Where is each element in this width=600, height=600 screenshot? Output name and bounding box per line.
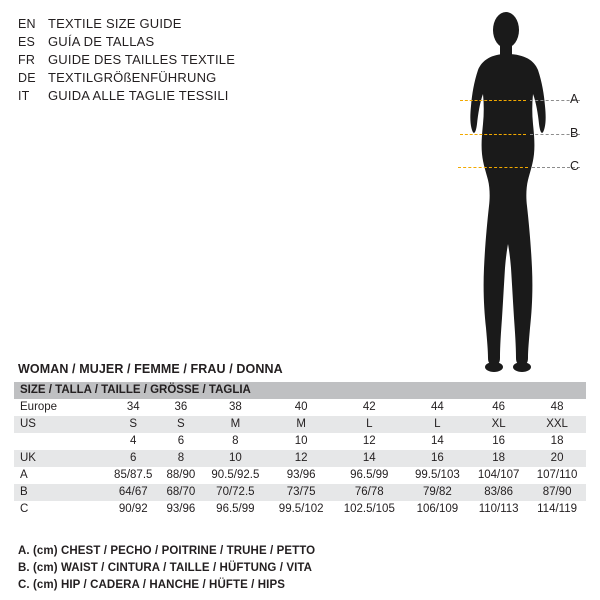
cell: 96.5/99: [216, 503, 255, 515]
language-row: [18, 34, 318, 52]
footnote-list: [18, 543, 578, 594]
female-body-figure: [430, 10, 590, 375]
cell: L: [366, 418, 373, 430]
cell: 10: [228, 452, 242, 464]
cell: S: [129, 418, 138, 430]
cell: 85/87.5: [114, 469, 153, 481]
footnote-b: B. (cm) WAIST / CINTURA / TAILLE / HÜFTUNG / VITA: [18, 562, 313, 574]
language-code: EN: [18, 17, 36, 31]
language-title: GUIDA ALLE TAGLIE TESSILI: [48, 88, 229, 103]
cell: 16: [492, 435, 506, 447]
cell: 73/75: [286, 486, 316, 498]
table-header-row: [14, 382, 586, 399]
language-code: IT: [18, 89, 30, 103]
cell: 83/86: [484, 486, 514, 498]
row-label: B: [20, 486, 28, 498]
cell: 6: [177, 435, 185, 447]
cell: 93/96: [166, 503, 196, 515]
cell: M: [296, 418, 306, 430]
cell: 18: [550, 435, 564, 447]
cell: 99.5/103: [414, 469, 460, 481]
cell: 18: [492, 452, 506, 464]
language-row: [18, 88, 318, 106]
language-code: DE: [18, 71, 36, 85]
cell: 8: [177, 452, 185, 464]
language-row: [18, 70, 318, 88]
marker-label-c: C: [570, 159, 580, 173]
cell: 36: [174, 401, 188, 413]
language-code: FR: [18, 53, 36, 67]
cell: 90/92: [118, 503, 148, 515]
cell: 70/72.5: [216, 486, 255, 498]
table-row: [14, 399, 586, 416]
cell: 87/90: [542, 486, 572, 498]
cell: 46: [492, 401, 506, 413]
cell: 38: [228, 401, 242, 413]
cell: 10: [294, 435, 308, 447]
row-label: UK: [20, 452, 36, 464]
marker-label-a: A: [570, 92, 579, 106]
language-title: GUÍA DE TALLAS: [48, 34, 155, 49]
cell: 8: [232, 435, 239, 447]
cell: 93/96: [286, 469, 316, 481]
cell: 14: [430, 435, 444, 447]
cell: 12: [362, 435, 376, 447]
language-title: TEXTILGRÖßENFÜHRUNG: [48, 70, 217, 85]
cell: 79/82: [422, 486, 452, 498]
table-row: [14, 501, 586, 518]
cell: 102.5/105: [343, 503, 395, 515]
cell: 42: [362, 401, 376, 413]
cell: 4: [130, 435, 137, 447]
cell: 110/113: [478, 503, 519, 515]
section-title: WOMAN / MUJER / FEMME / FRAU / DONNA: [18, 362, 283, 376]
cell: 6: [130, 452, 137, 464]
cell: 14: [362, 452, 376, 464]
cell: 88/90: [166, 469, 196, 481]
cell: 104/107: [477, 469, 520, 481]
cell: 114/119: [537, 503, 578, 515]
cell: 34: [126, 401, 140, 413]
cell: 40: [294, 401, 308, 413]
cell: 16: [430, 452, 444, 464]
waist-measure-line: [460, 134, 526, 135]
cell: 90.5/92.5: [211, 469, 260, 481]
row-label: C: [20, 503, 29, 515]
cell: 76/78: [354, 486, 384, 498]
table-row: [14, 416, 586, 433]
cell: 20: [550, 452, 564, 464]
table-row: [14, 467, 586, 484]
language-row: [18, 16, 318, 34]
chest-measure-line: [460, 100, 526, 101]
cell: 107/110: [536, 469, 578, 481]
cell: 48: [550, 401, 564, 413]
hip-measure-line: [458, 167, 528, 168]
row-label: A: [20, 469, 28, 481]
cell: M: [230, 418, 241, 430]
cell: XXL: [546, 418, 568, 430]
cell: 44: [430, 401, 444, 413]
footnote-c: C. (cm) HIP / CADERA / HANCHE / HÜFTE / HIPS: [18, 579, 286, 591]
table-row: [14, 433, 586, 450]
language-code: ES: [18, 35, 36, 49]
language-title: TEXTILE SIZE GUIDE: [48, 16, 182, 31]
row-label: [14, 433, 106, 450]
cell: S: [177, 418, 185, 430]
cell: 99.5/102: [278, 503, 324, 515]
cell: 64/67: [118, 486, 148, 498]
marker-label-b: B: [570, 126, 579, 140]
language-title: GUIDE DES TAILLES TEXTILE: [48, 52, 236, 67]
cell: 68/70: [166, 486, 196, 498]
language-list: [18, 16, 318, 106]
row-label: Europe: [20, 401, 58, 413]
table-row: [14, 450, 586, 467]
language-row: [18, 52, 318, 70]
cell: L: [434, 418, 441, 430]
table-row: [14, 484, 586, 501]
table-header-label: SIZE / TALLA / TAILLE / GRÖSSE / TAGLIA: [20, 384, 251, 396]
footnote-a: A. (cm) CHEST / PECHO / POITRINE / TRUHE / PETTO: [18, 545, 316, 557]
cell: 106/109: [416, 503, 459, 515]
cell: XL: [491, 418, 506, 430]
female-silhouette-icon: [430, 10, 590, 375]
cell: 96.5/99: [350, 469, 389, 481]
size-table: [14, 382, 586, 518]
row-label: US: [20, 418, 36, 430]
cell: 12: [294, 452, 308, 464]
